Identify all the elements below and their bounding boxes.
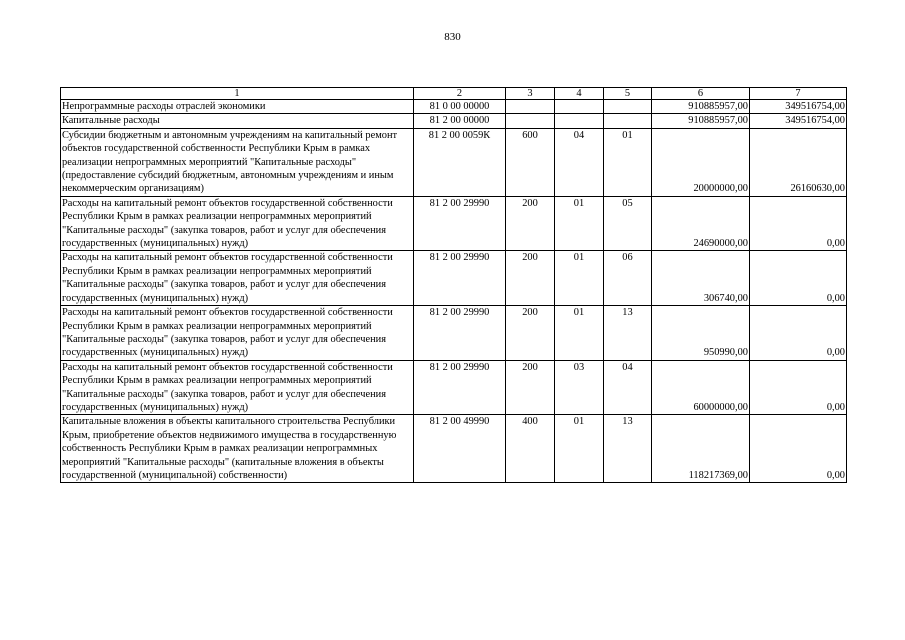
header-cell-1: 1: [61, 88, 414, 100]
row-subsection: 05: [604, 196, 652, 251]
row-code: 81 2 00 00000: [414, 114, 506, 128]
budget-table: [60, 87, 847, 483]
row-section: 01: [555, 251, 604, 306]
row-subsection: 13: [604, 306, 652, 361]
row-expense-type: 200: [506, 251, 555, 306]
row-name: Расходы на капитальный ремонт объектов государственной собственности Республики Крым в рамках реализации непрограммных мероприятий "Капитальные расходы" (закупка товаров, работ и услуг для обеспечения государственных (муниципальных) нужд): [61, 306, 414, 361]
row-amount-col6: 910885957,00: [652, 100, 750, 114]
header-cell-3: 3: [506, 88, 555, 100]
row-amount-col7: 0,00: [750, 360, 847, 415]
row-name: Капитальные расходы: [61, 114, 414, 128]
table-body: [61, 88, 847, 483]
row-name: Расходы на капитальный ремонт объектов государственной собственности Республики Крым в рамках реализации непрограммных мероприятий "Капитальные расходы" (закупка товаров, работ и услуг для обеспечения государственных (муниципальных) нужд): [61, 360, 414, 415]
row-expense-type: [506, 114, 555, 128]
row-section: 04: [555, 128, 604, 196]
header-cell-7: 7: [750, 88, 847, 100]
header-cell-4: 4: [555, 88, 604, 100]
row-code: 81 2 00 29990: [414, 251, 506, 306]
row-section: 01: [555, 306, 604, 361]
row-name: Расходы на капитальный ремонт объектов государственной собственности Республики Крым в рамках реализации непрограммных мероприятий "Капитальные расходы" (закупка товаров, работ и услуг для обеспечения государственных (муниципальных) нужд): [61, 251, 414, 306]
row-subsection: 06: [604, 251, 652, 306]
row-expense-type: 200: [506, 360, 555, 415]
row-code: 81 2 00 29990: [414, 196, 506, 251]
header-row: [61, 88, 847, 100]
row-code: 81 2 00 0059К: [414, 128, 506, 196]
table-row: [61, 360, 847, 415]
page-number: 830: [444, 31, 461, 43]
table-row: [61, 128, 847, 196]
table-row: [61, 251, 847, 306]
row-section: 01: [555, 196, 604, 251]
row-code: 81 2 00 29990: [414, 306, 506, 361]
row-expense-type: 200: [506, 306, 555, 361]
row-amount-col6: 118217369,00: [652, 415, 750, 483]
row-amount-col7: 349516754,00: [750, 100, 847, 114]
table-row: [61, 196, 847, 251]
table-row: [61, 306, 847, 361]
row-expense-type: 400: [506, 415, 555, 483]
row-expense-type: 600: [506, 128, 555, 196]
row-subsection: 04: [604, 360, 652, 415]
row-code: 81 0 00 00000: [414, 100, 506, 114]
row-section: 01: [555, 415, 604, 483]
row-code: 81 2 00 29990: [414, 360, 506, 415]
row-amount-col7: 0,00: [750, 415, 847, 483]
row-amount-col6: 20000000,00: [652, 128, 750, 196]
row-code: 81 2 00 49990: [414, 415, 506, 483]
row-amount-col6: 24690000,00: [652, 196, 750, 251]
row-subsection: [604, 114, 652, 128]
row-amount-col7: 349516754,00: [750, 114, 847, 128]
header-cell-5: 5: [604, 88, 652, 100]
row-amount-col7: 26160630,00: [750, 128, 847, 196]
row-expense-type: 200: [506, 196, 555, 251]
header-cell-6: 6: [652, 88, 750, 100]
row-amount-col6: 306740,00: [652, 251, 750, 306]
row-subsection: 13: [604, 415, 652, 483]
row-amount-col6: 950990,00: [652, 306, 750, 361]
row-amount-col7: 0,00: [750, 196, 847, 251]
row-expense-type: [506, 100, 555, 114]
table-row: [61, 114, 847, 128]
row-subsection: [604, 100, 652, 114]
row-name: Капитальные вложения в объекты капитального строительства Республики Крым, приобретение объектов недвижимого имущества в государственную собственность Республики Крым в рамках реализации непрограммных мероприятий "Капитальные расходы" (капитальные вложения в объекты государственной (муниципальной) собственности): [61, 415, 414, 483]
row-amount-col6: 910885957,00: [652, 114, 750, 128]
row-name: Расходы на капитальный ремонт объектов государственной собственности Республики Крым в рамках реализации непрограммных мероприятий "Капитальные расходы" (закупка товаров, работ и услуг для обеспечения государственных (муниципальных) нужд): [61, 196, 414, 251]
header-cell-2: 2: [414, 88, 506, 100]
row-amount-col7: 0,00: [750, 306, 847, 361]
row-amount-col6: 60000000,00: [652, 360, 750, 415]
row-section: [555, 114, 604, 128]
row-name: Непрограммные расходы отраслей экономики: [61, 100, 414, 114]
row-section: [555, 100, 604, 114]
table-row: [61, 415, 847, 483]
row-section: 03: [555, 360, 604, 415]
row-name: Субсидии бюджетным и автономным учреждениям на капитальный ремонт объектов государственной собственности Республики Крым в рамках реализации непрограммных мероприятий "Капитальные расходы" (предоставление субсидий бюджетным, автономным учреждениям и иным некоммерческим организациям): [61, 128, 414, 196]
table-row: [61, 100, 847, 114]
row-amount-col7: 0,00: [750, 251, 847, 306]
row-subsection: 01: [604, 128, 652, 196]
